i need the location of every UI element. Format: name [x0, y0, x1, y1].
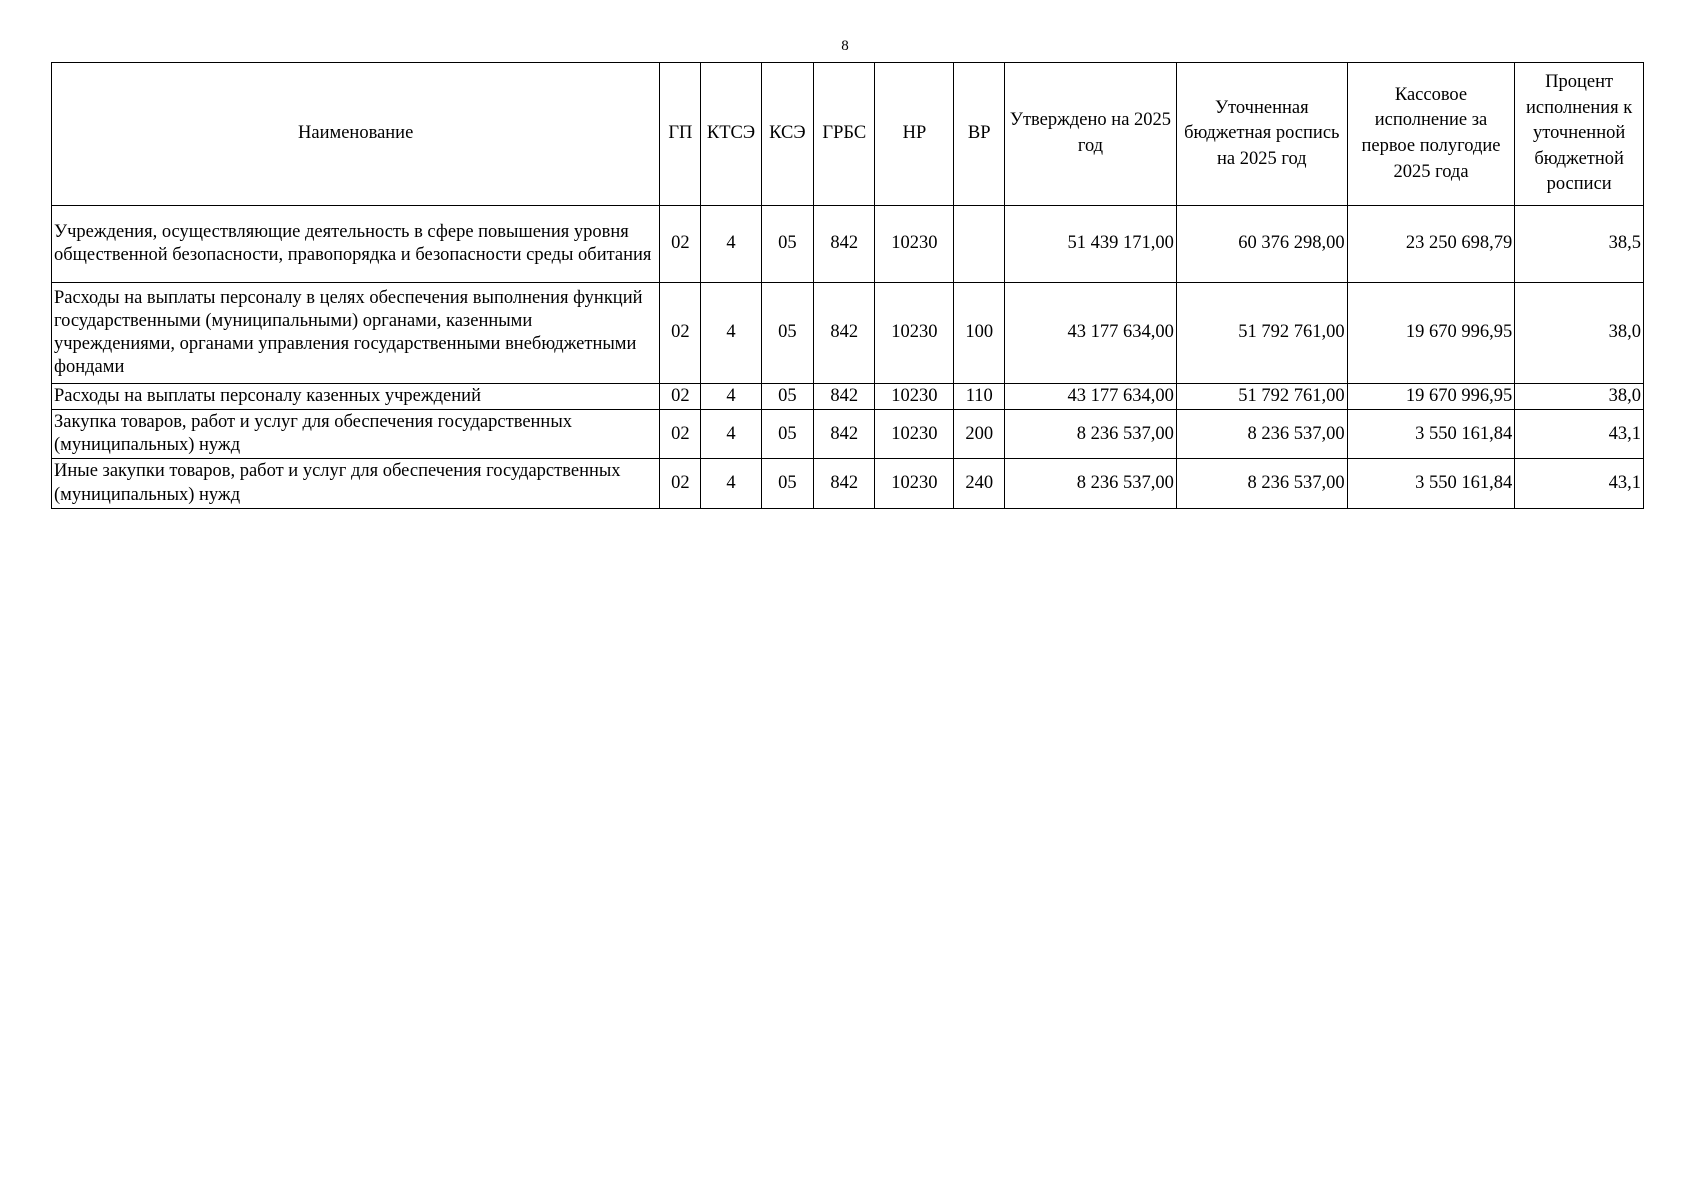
- cell-refined: 51 792 761,00: [1176, 283, 1347, 384]
- cell-ktse: 4: [701, 206, 761, 283]
- cell-gp: 02: [660, 206, 701, 283]
- cell-np: 10230: [875, 283, 954, 384]
- cell-kse: 05: [761, 459, 814, 508]
- cell-kse: 05: [761, 410, 814, 459]
- header-ktse: КТСЭ: [701, 63, 761, 206]
- cell-gp: 02: [660, 384, 701, 410]
- header-gp: ГП: [660, 63, 701, 206]
- cell-vr: 200: [954, 410, 1005, 459]
- header-refined: Уточненная бюджетная роспись на 2025 год: [1176, 63, 1347, 206]
- cell-approved: 8 236 537,00: [1005, 459, 1177, 508]
- cell-kse: 05: [761, 384, 814, 410]
- header-grbs: ГРБС: [814, 63, 875, 206]
- cell-grbs: 842: [814, 384, 875, 410]
- cell-approved: 51 439 171,00: [1005, 206, 1177, 283]
- page-number: 8: [841, 38, 849, 54]
- cell-name: Расходы на выплаты персоналу казенных учреждений: [52, 384, 660, 410]
- table-row: [52, 283, 1644, 384]
- cell-name: Расходы на выплаты персоналу в целях обеспечения выполнения функций государственными (муниципальными) органами, казенными учреждениями, органами управления государственными внебюджетными фондами: [52, 283, 660, 384]
- cell-kse: 05: [761, 283, 814, 384]
- cell-percent: 43,1: [1515, 410, 1644, 459]
- cell-refined: 8 236 537,00: [1176, 459, 1347, 508]
- cell-ktse: 4: [701, 384, 761, 410]
- cell-percent: 38,0: [1515, 283, 1644, 384]
- budget-table: [51, 62, 1644, 509]
- cell-cash: 23 250 698,79: [1347, 206, 1515, 283]
- cell-grbs: 842: [814, 206, 875, 283]
- cell-np: 10230: [875, 459, 954, 508]
- table-row: [52, 206, 1644, 283]
- cell-vr: [954, 206, 1005, 283]
- cell-gp: 02: [660, 459, 701, 508]
- cell-percent: 38,5: [1515, 206, 1644, 283]
- table-row: [52, 410, 1644, 459]
- cell-name: Иные закупки товаров, работ и услуг для обеспечения государственных (муниципальных) нужд: [52, 459, 660, 508]
- cell-vr: 110: [954, 384, 1005, 410]
- cell-approved: 43 177 634,00: [1005, 283, 1177, 384]
- cell-name: Учреждения, осуществляющие деятельность в сфере повышения уровня общественной безопасности, правопорядка и безопасности среды обитания: [52, 206, 660, 283]
- table-row: [52, 384, 1644, 410]
- cell-ktse: 4: [701, 283, 761, 384]
- cell-refined: 51 792 761,00: [1176, 384, 1347, 410]
- cell-vr: 240: [954, 459, 1005, 508]
- cell-cash: 19 670 996,95: [1347, 283, 1515, 384]
- cell-percent: 43,1: [1515, 459, 1644, 508]
- cell-np: 10230: [875, 410, 954, 459]
- cell-refined: 8 236 537,00: [1176, 410, 1347, 459]
- cell-cash: 19 670 996,95: [1347, 384, 1515, 410]
- cell-refined: 60 376 298,00: [1176, 206, 1347, 283]
- header-cash: Кассовое исполнение за первое полугодие 2025 года: [1347, 63, 1515, 206]
- cell-grbs: 842: [814, 459, 875, 508]
- cell-percent: 38,0: [1515, 384, 1644, 410]
- cell-name: Закупка товаров, работ и услуг для обеспечения государственных (муниципальных) нужд: [52, 410, 660, 459]
- cell-cash: 3 550 161,84: [1347, 410, 1515, 459]
- cell-np: 10230: [875, 384, 954, 410]
- cell-np: 10230: [875, 206, 954, 283]
- header-np: НР: [875, 63, 954, 206]
- cell-vr: 100: [954, 283, 1005, 384]
- cell-grbs: 842: [814, 283, 875, 384]
- cell-ktse: 4: [701, 410, 761, 459]
- cell-approved: 43 177 634,00: [1005, 384, 1177, 410]
- cell-gp: 02: [660, 283, 701, 384]
- cell-cash: 3 550 161,84: [1347, 459, 1515, 508]
- table-header: [52, 63, 1644, 206]
- header-percent: Процент исполнения к уточненной бюджетной росписи: [1515, 63, 1644, 206]
- header-approved: Утверждено на 2025 год: [1005, 63, 1177, 206]
- cell-grbs: 842: [814, 410, 875, 459]
- cell-approved: 8 236 537,00: [1005, 410, 1177, 459]
- cell-gp: 02: [660, 410, 701, 459]
- table-row: [52, 459, 1644, 508]
- header-name: Наименование: [52, 63, 660, 206]
- header-vr: ВР: [954, 63, 1005, 206]
- cell-kse: 05: [761, 206, 814, 283]
- cell-ktse: 4: [701, 459, 761, 508]
- header-kse: КСЭ: [761, 63, 814, 206]
